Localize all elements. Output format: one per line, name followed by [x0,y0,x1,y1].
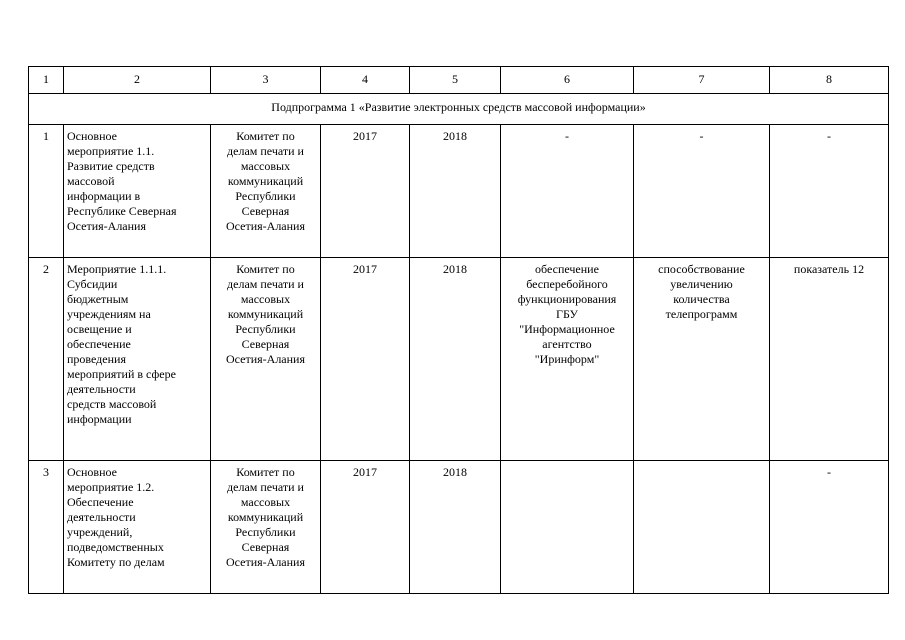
measure-name: Мероприятие 1.1.1. Субсидии бюджетным учреждениям на освещение и обеспечение проведения мероприятий в сфере деятельности средств массовой информации [67,262,176,426]
executor: Комитет по делам печати и массовых коммуникаций Республики Северная Осетия-Алания [226,465,305,569]
indicator-cell [770,258,889,461]
measures-table [28,66,889,594]
row-number [29,461,64,594]
column-number-4: 4 [321,67,410,94]
subprogram-row [29,94,889,125]
row-number-text: 2 [43,262,49,276]
column-number-8: 8 [770,67,889,94]
start-year-cell [321,461,410,594]
measure-name-cell [64,125,211,258]
end-year-cell [410,258,501,461]
executor-cell [211,125,321,258]
row-number [29,258,64,461]
executor: Комитет по делам печати и массовых коммуникаций Республики Северная Осетия-Алания [226,262,305,366]
result-cell [501,258,634,461]
measure-name-cell [64,461,211,594]
end-year: 2018 [443,465,467,479]
subprogram-title: Подпрограмма 1 «Развитие электронных средств массовой информации» [29,94,889,125]
start-year: 2017 [353,129,377,143]
start-year-cell [321,125,410,258]
consequence: - [699,129,704,143]
column-number-2: 2 [64,67,211,94]
table-row [29,461,889,594]
consequence-cell [634,258,770,461]
indicator-link: показатель 12 [793,262,865,276]
column-number-row [29,67,889,94]
indicator-link: - [827,129,831,143]
row-number-text: 3 [43,465,49,479]
column-number-6: 6 [501,67,634,94]
measure-name: Основное мероприятие 1.2. Обеспечение деятельности учреждений, подведомственных Комитету по делам [67,465,165,569]
indicator-link: - [827,465,831,479]
consequence-cell [634,461,770,594]
table-row [29,258,889,461]
row-number [29,125,64,258]
result-cell [501,461,634,594]
start-year: 2017 [353,465,377,479]
consequence-cell [634,125,770,258]
column-number-1: 1 [29,67,64,94]
column-number-7: 7 [634,67,770,94]
column-number-5: 5 [410,67,501,94]
executor-cell [211,258,321,461]
result-cell [501,125,634,258]
end-year-cell [410,461,501,594]
start-year: 2017 [353,262,377,276]
end-year: 2018 [443,129,467,143]
start-year-cell [321,258,410,461]
table-row [29,125,889,258]
measure-name: Основное мероприятие 1.1. Развитие средств массовой информации в Республике Северная Осетия-Алания [67,129,177,233]
consequence: способствование увеличению количества телепрограмм [658,262,745,321]
indicator-cell [770,125,889,258]
measure-name-cell [64,258,211,461]
expected-result: - [565,129,569,143]
executor-cell [211,461,321,594]
end-year-cell [410,125,501,258]
indicator-cell [770,461,889,594]
row-number-text: 1 [43,129,49,143]
expected-result: обеспечение бесперебойного функционирования ГБУ "Информационное агентство "Иринформ" [517,262,617,366]
executor: Комитет по делам печати и массовых коммуникаций Республики Северная Осетия-Алания [226,129,305,233]
end-year: 2018 [443,262,467,276]
column-number-3: 3 [211,67,321,94]
